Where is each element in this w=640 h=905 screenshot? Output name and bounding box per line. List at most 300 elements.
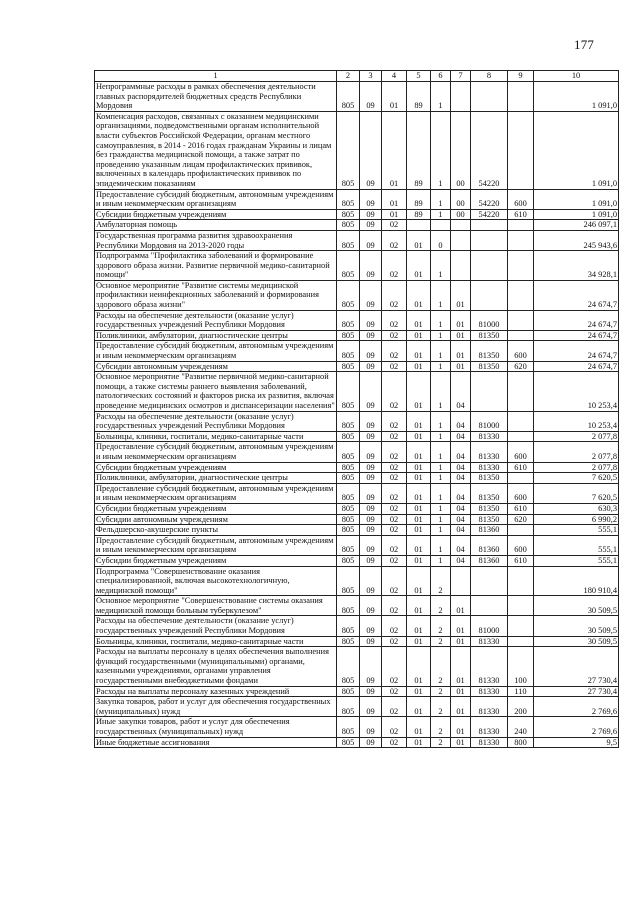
row-expense-type: [508, 636, 534, 647]
row-expense-type: [508, 566, 534, 596]
row-subprogram: 0: [431, 230, 451, 250]
row-subsection: 02: [382, 566, 407, 596]
row-amount: 555,1: [534, 525, 619, 536]
row-ministry: 805: [337, 596, 360, 616]
table-row: [95, 82, 619, 112]
row-program: 01: [407, 566, 431, 596]
row-activity: 01: [451, 717, 471, 737]
row-expense-type: 610: [508, 462, 534, 473]
row-expense-type: [508, 473, 534, 484]
row-activity: 01: [451, 361, 471, 372]
row-subsection: 02: [382, 251, 407, 281]
row-name: Предоставление субсидий бюджетным, автономным учреждениям и иным некоммерческим организациям: [95, 535, 337, 555]
page-number: 177: [574, 37, 595, 52]
row-activity: 04: [451, 462, 471, 473]
row-activity: 01: [451, 636, 471, 647]
row-name: Больницы, клиники, госпитали, медико-санитарные части: [95, 636, 337, 647]
table-row: [95, 473, 619, 484]
row-amount: 555,1: [534, 555, 619, 566]
row-activity: 01: [451, 616, 471, 636]
column-header: 7: [451, 71, 471, 82]
row-activity: [451, 220, 471, 231]
row-subsection: 01: [382, 209, 407, 220]
row-amount: 24 674,7: [534, 361, 619, 372]
row-subprogram: 1: [431, 514, 451, 525]
row-name: Иные бюджетные ассигнования: [95, 737, 337, 748]
row-program: 01: [407, 330, 431, 341]
row-name: Расходы на выплаты персоналу казенных учреждений: [95, 686, 337, 697]
row-section: 09: [360, 361, 382, 372]
row-name: Предоставление субсидий бюджетным, автономным учреждениям и иным некоммерческим организациям: [95, 442, 337, 462]
row-ministry: 805: [337, 442, 360, 462]
column-header: 6: [431, 71, 451, 82]
table-row: [95, 566, 619, 596]
row-program: 01: [407, 636, 431, 647]
row-expense-type: 600: [508, 341, 534, 361]
row-subsection: 02: [382, 555, 407, 566]
row-name: Поликлиники, амбулатории, диагностические центры: [95, 330, 337, 341]
row-program: 01: [407, 361, 431, 372]
row-ministry: 805: [337, 686, 360, 697]
row-amount: 27 730,4: [534, 686, 619, 697]
row-subsection: 02: [382, 686, 407, 697]
row-activity: [451, 230, 471, 250]
row-activity: 00: [451, 111, 471, 189]
row-subprogram: 1: [431, 310, 451, 330]
row-program: 01: [407, 473, 431, 484]
row-subsection: 02: [382, 503, 407, 514]
row-section: 09: [360, 310, 382, 330]
row-expense-type: [508, 111, 534, 189]
row-section: 09: [360, 503, 382, 514]
row-ministry: 805: [337, 251, 360, 281]
row-section: 09: [360, 535, 382, 555]
row-ministry: 805: [337, 636, 360, 647]
row-direction: 81330: [471, 462, 508, 473]
row-subprogram: 2: [431, 566, 451, 596]
row-name: Компенсация расходов, связанных с оказанием медицинскими организациями, подведомственными органам исполнительной власти субъектов Российской Федерации, органам местного самоуправления, в 2014 - 2016 годах гражданам Украины и лицам без гражданства медицинской помощи, а также затрат по проведению указанным лицам профилактических прививок, включенных в календарь профилактических прививок по эпидемическим показаниям: [95, 111, 337, 189]
row-subsection: 02: [382, 431, 407, 442]
row-direction: 81330: [471, 636, 508, 647]
row-activity: 04: [451, 431, 471, 442]
row-activity: 04: [451, 473, 471, 484]
row-amount: 555,1: [534, 535, 619, 555]
budget-table: [94, 70, 619, 748]
row-ministry: 805: [337, 647, 360, 686]
row-activity: 04: [451, 442, 471, 462]
row-activity: [451, 566, 471, 596]
row-name: Предоставление субсидий бюджетным, автономным учреждениям и иным некоммерческим организациям: [95, 341, 337, 361]
row-section: 09: [360, 697, 382, 717]
row-subsection: 02: [382, 372, 407, 411]
row-amount: 7 620,5: [534, 483, 619, 503]
table-row: [95, 503, 619, 514]
row-subsection: 02: [382, 483, 407, 503]
row-expense-type: [508, 616, 534, 636]
row-direction: 81000: [471, 310, 508, 330]
table-row: [95, 372, 619, 411]
table-row: [95, 535, 619, 555]
row-direction: 81350: [471, 514, 508, 525]
row-amount: 24 674,7: [534, 341, 619, 361]
row-amount: 10 253,4: [534, 372, 619, 411]
row-expense-type: [508, 372, 534, 411]
table-header-row: [95, 71, 619, 82]
row-program: 01: [407, 483, 431, 503]
table-row: [95, 330, 619, 341]
row-subprogram: 1: [431, 372, 451, 411]
row-program: 89: [407, 189, 431, 209]
row-expense-type: 600: [508, 442, 534, 462]
row-subprogram: 2: [431, 697, 451, 717]
table-row: [95, 189, 619, 209]
row-name: Предоставление субсидий бюджетным, автономным учреждениям и иным некоммерческим организациям: [95, 483, 337, 503]
row-expense-type: [508, 310, 534, 330]
row-program: 01: [407, 737, 431, 748]
row-program: 01: [407, 503, 431, 514]
row-section: 09: [360, 483, 382, 503]
row-subprogram: 1: [431, 535, 451, 555]
row-amount: 1 091,0: [534, 111, 619, 189]
row-ministry: 805: [337, 330, 360, 341]
row-subprogram: 2: [431, 596, 451, 616]
row-name: Поликлиники, амбулатории, диагностические центры: [95, 473, 337, 484]
row-name: Расходы на обеспечение деятельности (оказание услуг) государственных учреждений Республики Мордовия: [95, 616, 337, 636]
row-expense-type: 240: [508, 717, 534, 737]
table-row: [95, 525, 619, 536]
row-subsection: 02: [382, 341, 407, 361]
table-row: [95, 697, 619, 717]
row-subprogram: 1: [431, 251, 451, 281]
table-row: [95, 596, 619, 616]
row-section: 09: [360, 525, 382, 536]
row-subsection: 02: [382, 473, 407, 484]
row-subprogram: 1: [431, 431, 451, 442]
row-expense-type: 600: [508, 189, 534, 209]
row-program: 89: [407, 111, 431, 189]
row-section: 09: [360, 111, 382, 189]
row-subsection: 02: [382, 697, 407, 717]
row-section: 09: [360, 514, 382, 525]
row-section: 09: [360, 372, 382, 411]
row-subprogram: 1: [431, 555, 451, 566]
row-section: 09: [360, 647, 382, 686]
row-subsection: 02: [382, 717, 407, 737]
row-expense-type: 610: [508, 503, 534, 514]
row-activity: 01: [451, 280, 471, 310]
row-amount: 24 674,7: [534, 330, 619, 341]
row-amount: 24 674,7: [534, 310, 619, 330]
row-activity: [451, 251, 471, 281]
row-subsection: 02: [382, 535, 407, 555]
row-ministry: 805: [337, 111, 360, 189]
row-program: [407, 220, 431, 231]
row-direction: [471, 220, 508, 231]
row-program: 01: [407, 442, 431, 462]
row-direction: 54220: [471, 189, 508, 209]
row-name: Субсидии автономным учреждениям: [95, 361, 337, 372]
row-subsection: 02: [382, 361, 407, 372]
row-direction: 54220: [471, 209, 508, 220]
row-activity: 01: [451, 686, 471, 697]
row-amount: 10 253,4: [534, 411, 619, 431]
table-row: [95, 310, 619, 330]
row-direction: [471, 596, 508, 616]
row-name: Субсидии бюджетным учреждениям: [95, 555, 337, 566]
row-amount: 2 077,8: [534, 462, 619, 473]
row-subsection: 02: [382, 525, 407, 536]
row-ministry: 805: [337, 525, 360, 536]
row-activity: 01: [451, 330, 471, 341]
row-amount: 1 091,0: [534, 209, 619, 220]
row-direction: 81330: [471, 717, 508, 737]
row-section: 09: [360, 431, 382, 442]
row-subprogram: 1: [431, 473, 451, 484]
row-name: Государственная программа развития здравоохранения Республики Мордовия на 2013-2020 годы: [95, 230, 337, 250]
row-direction: 81330: [471, 737, 508, 748]
row-program: 01: [407, 525, 431, 536]
column-header: 3: [360, 71, 382, 82]
row-subprogram: 2: [431, 717, 451, 737]
row-program: 01: [407, 341, 431, 361]
row-subprogram: 2: [431, 616, 451, 636]
row-direction: [471, 566, 508, 596]
row-section: 09: [360, 555, 382, 566]
row-direction: 81350: [471, 483, 508, 503]
row-program: 01: [407, 280, 431, 310]
row-name: Расходы на выплаты персоналу в целях обеспечения выполнения функций государственными (муниципальными) органами, казенными учреждениями, органами управления государственными внебюджетными фондами: [95, 647, 337, 686]
row-direction: 54220: [471, 111, 508, 189]
row-section: 09: [360, 220, 382, 231]
row-amount: 245 943,6: [534, 230, 619, 250]
table-row: [95, 514, 619, 525]
row-name: Расходы на обеспечение деятельности (оказание услуг) государственных учреждений Республики Мордовия: [95, 310, 337, 330]
row-expense-type: [508, 251, 534, 281]
row-subprogram: 1: [431, 462, 451, 473]
column-header: 10: [534, 71, 619, 82]
row-program: 01: [407, 310, 431, 330]
row-expense-type: [508, 330, 534, 341]
row-expense-type: 100: [508, 647, 534, 686]
row-subprogram: 1: [431, 442, 451, 462]
row-ministry: 805: [337, 431, 360, 442]
row-amount: 246 097,1: [534, 220, 619, 231]
row-subprogram: 1: [431, 111, 451, 189]
row-direction: 81350: [471, 361, 508, 372]
row-subprogram: 1: [431, 341, 451, 361]
row-subsection: 02: [382, 737, 407, 748]
row-name: Основное мероприятие "Совершенствование системы оказания медицинской помощи больным туберкулезом": [95, 596, 337, 616]
row-expense-type: 600: [508, 483, 534, 503]
row-amount: 630,3: [534, 503, 619, 514]
row-name: Субсидии бюджетным учреждениям: [95, 209, 337, 220]
row-subprogram: 1: [431, 189, 451, 209]
row-expense-type: [508, 411, 534, 431]
row-ministry: 805: [337, 535, 360, 555]
row-amount: 1 091,0: [534, 189, 619, 209]
row-program: 01: [407, 596, 431, 616]
table-row: [95, 442, 619, 462]
row-subsection: 02: [382, 462, 407, 473]
row-ministry: 805: [337, 717, 360, 737]
row-section: 09: [360, 636, 382, 647]
row-section: 09: [360, 189, 382, 209]
row-amount: 34 928,1: [534, 251, 619, 281]
row-ministry: 805: [337, 189, 360, 209]
row-amount: 24 674,7: [534, 280, 619, 310]
row-subprogram: 1: [431, 483, 451, 503]
row-subprogram: 1: [431, 330, 451, 341]
row-subsection: 02: [382, 514, 407, 525]
row-program: 01: [407, 230, 431, 250]
row-section: 09: [360, 82, 382, 112]
table-row: [95, 280, 619, 310]
row-section: 09: [360, 737, 382, 748]
row-activity: 01: [451, 596, 471, 616]
table-row: [95, 686, 619, 697]
row-expense-type: [508, 525, 534, 536]
row-ministry: 805: [337, 566, 360, 596]
table-row: [95, 111, 619, 189]
row-direction: 81330: [471, 442, 508, 462]
row-subsection: 02: [382, 220, 407, 231]
row-section: 09: [360, 330, 382, 341]
row-activity: 04: [451, 411, 471, 431]
row-subsection: 02: [382, 310, 407, 330]
row-subprogram: 2: [431, 636, 451, 647]
row-activity: 00: [451, 209, 471, 220]
row-expense-type: 620: [508, 514, 534, 525]
row-expense-type: [508, 230, 534, 250]
row-name: Амбулаторная помощь: [95, 220, 337, 231]
row-program: 01: [407, 697, 431, 717]
row-expense-type: [508, 596, 534, 616]
row-activity: 04: [451, 372, 471, 411]
row-section: 09: [360, 596, 382, 616]
row-section: 09: [360, 251, 382, 281]
row-direction: 81350: [471, 330, 508, 341]
row-section: 09: [360, 686, 382, 697]
table-row: [95, 230, 619, 250]
row-section: 09: [360, 280, 382, 310]
row-name: Предоставление субсидий бюджетным, автономным учреждениям и иным некоммерческим организациям: [95, 189, 337, 209]
table-row: [95, 341, 619, 361]
row-ministry: 805: [337, 220, 360, 231]
row-subsection: 02: [382, 636, 407, 647]
row-amount: 30 509,5: [534, 596, 619, 616]
row-subprogram: 1: [431, 361, 451, 372]
row-direction: [471, 372, 508, 411]
row-subsection: 01: [382, 189, 407, 209]
row-activity: [451, 82, 471, 112]
table-row: [95, 209, 619, 220]
row-section: 09: [360, 442, 382, 462]
column-header: 1: [95, 71, 337, 82]
row-subprogram: 1: [431, 503, 451, 514]
row-direction: 81330: [471, 647, 508, 686]
row-direction: 81360: [471, 535, 508, 555]
row-activity: 04: [451, 483, 471, 503]
row-name: Субсидии бюджетным учреждениям: [95, 462, 337, 473]
row-amount: 30 509,5: [534, 636, 619, 647]
row-amount: 7 620,5: [534, 473, 619, 484]
row-direction: 81350: [471, 341, 508, 361]
table-row: [95, 636, 619, 647]
row-ministry: 805: [337, 209, 360, 220]
row-section: 09: [360, 616, 382, 636]
table-row: [95, 462, 619, 473]
row-ministry: 805: [337, 372, 360, 411]
row-name: Подпрограмма "Совершенствование оказания специализированной, включая высокотехнологичную, медицинской помощи": [95, 566, 337, 596]
row-section: 09: [360, 566, 382, 596]
row-amount: 2 769,6: [534, 697, 619, 717]
row-section: 09: [360, 230, 382, 250]
row-section: 09: [360, 411, 382, 431]
row-subprogram: 1: [431, 411, 451, 431]
table-row: [95, 220, 619, 231]
row-direction: 81360: [471, 555, 508, 566]
row-program: 01: [407, 372, 431, 411]
row-name: Основное мероприятие "Развитие системы медицинской профилактики неинфекционных заболеваний и формирования здорового образа жизни": [95, 280, 337, 310]
table-row: [95, 431, 619, 442]
table-row: [95, 647, 619, 686]
column-header: 5: [407, 71, 431, 82]
row-expense-type: 600: [508, 535, 534, 555]
row-program: 01: [407, 514, 431, 525]
table-row: [95, 555, 619, 566]
row-expense-type: 200: [508, 697, 534, 717]
row-program: 01: [407, 555, 431, 566]
row-activity: 01: [451, 341, 471, 361]
row-expense-type: [508, 82, 534, 112]
row-program: 01: [407, 251, 431, 281]
row-expense-type: [508, 280, 534, 310]
table-row: [95, 717, 619, 737]
row-subsection: 02: [382, 442, 407, 462]
row-direction: [471, 230, 508, 250]
row-direction: 81000: [471, 616, 508, 636]
row-activity: 00: [451, 189, 471, 209]
row-direction: 81330: [471, 697, 508, 717]
row-expense-type: 800: [508, 737, 534, 748]
row-section: 09: [360, 462, 382, 473]
row-subsection: 01: [382, 82, 407, 112]
row-direction: [471, 82, 508, 112]
row-ministry: 805: [337, 230, 360, 250]
row-name: Больницы, клиники, госпитали, медико-санитарные части: [95, 431, 337, 442]
row-subprogram: 1: [431, 280, 451, 310]
row-name: Фельдшерско-акушерские пункты: [95, 525, 337, 536]
row-name: Подпрограмма "Профилактика заболеваний и формирование здорового образа жизни. Развитие первичной медико-санитарной помощи": [95, 251, 337, 281]
row-ministry: 805: [337, 361, 360, 372]
table-row: [95, 411, 619, 431]
row-ministry: 805: [337, 616, 360, 636]
row-program: 01: [407, 431, 431, 442]
row-ministry: 805: [337, 503, 360, 514]
row-expense-type: 110: [508, 686, 534, 697]
row-ministry: 805: [337, 737, 360, 748]
row-ministry: 805: [337, 341, 360, 361]
row-ministry: 805: [337, 462, 360, 473]
row-activity: 04: [451, 514, 471, 525]
row-amount: 6 990,2: [534, 514, 619, 525]
row-program: 89: [407, 209, 431, 220]
row-direction: 81330: [471, 686, 508, 697]
row-subsection: 02: [382, 411, 407, 431]
row-expense-type: 620: [508, 361, 534, 372]
table-row: [95, 616, 619, 636]
row-subprogram: 2: [431, 647, 451, 686]
